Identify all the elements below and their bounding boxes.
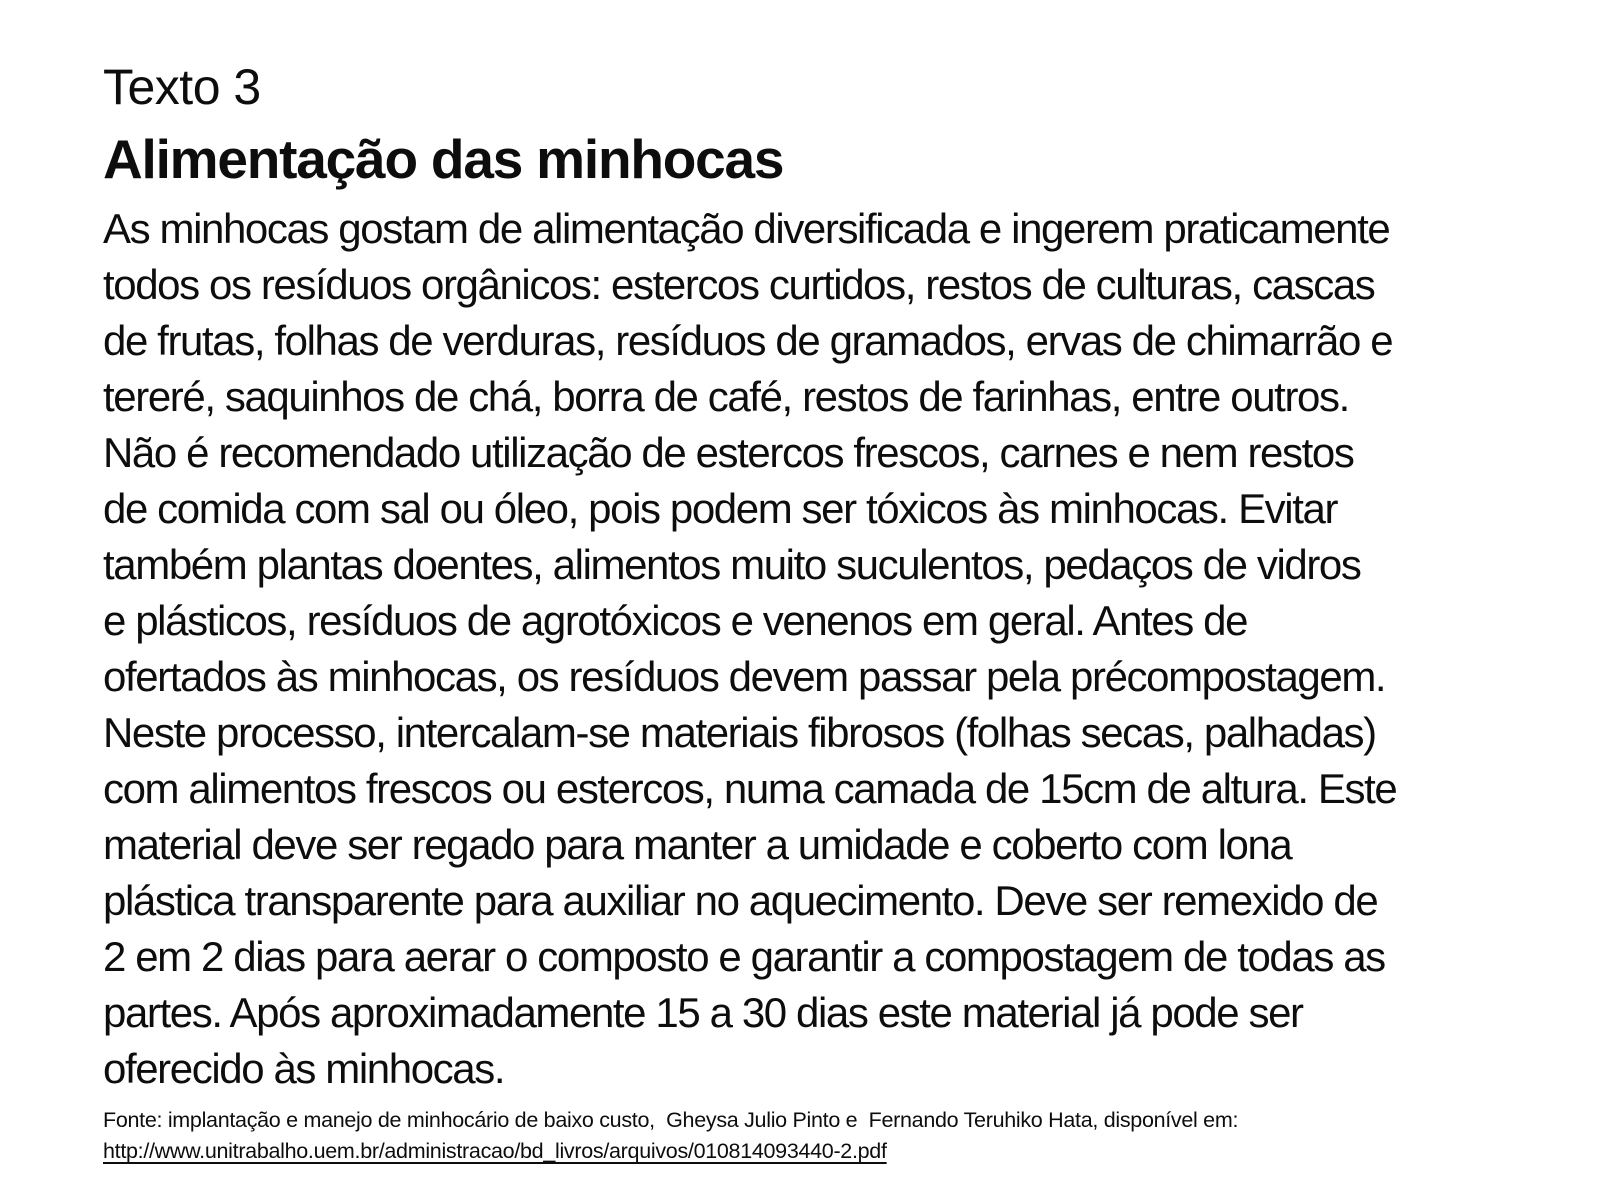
body-line: de frutas, folhas de verduras, resíduos de gramados, ervas de chimarrão e [103,317,1393,365]
body-line: material deve ser regado para manter a umidade e coberto com lona [103,821,1292,869]
body-line: Neste processo, intercalam-se materiais fibrosos (folhas secas, palhadas) [103,709,1376,757]
body-line: também plantas doentes, alimentos muito suculentos, pedaços de vidros [103,541,1361,589]
body-line: de comida com sal ou óleo, pois podem ser tóxicos às minhocas. Evitar [103,485,1338,533]
body-line: com alimentos frescos ou estercos, numa camada de 15cm de altura. Este [103,765,1397,813]
page-title: Alimentação das minhocas [103,128,784,190]
body-line: Não é recomendado utilização de estercos frescos, carnes e nem restos [103,429,1354,477]
body-line: As minhocas gostam de alimentação diversificada e ingerem praticamente [103,205,1390,253]
body-line: plástica transparente para auxiliar no aquecimento. Deve ser remexido de [103,877,1378,925]
body-text [103,201,1502,1097]
body-line: 2 em 2 dias para aerar o composto e garantir a compostagem de todas as [103,933,1385,981]
source-note: Fonte: implantação e manejo de minhocário de baixo custo, Gheysa Julio Pinto e Fernando Teruhiko Hata, disponível em: [103,1108,1239,1133]
body-line: todos os resíduos orgânicos: estercos curtidos, restos de culturas, cascas [103,261,1375,309]
kicker-heading: Texto 3 [103,59,261,115]
body-line: partes. Após aproximadamente 15 a 30 dias este material já pode ser [103,989,1303,1037]
body-line: e plásticos, resíduos de agrotóxicos e venenos em geral. Antes de [103,597,1248,645]
source-link[interactable]: http://www.unitrabalho.uem.br/administracao/bd_livros/arquivos/010814093440-2.pdf [103,1139,887,1164]
body-line: tereré, saquinhos de chá, borra de café, restos de farinhas, entre outros. [103,373,1349,421]
body-line: ofertados às minhocas, os resíduos devem passar pela précompostagem. [103,653,1386,701]
body-line: oferecido às minhocas. [103,1045,505,1093]
